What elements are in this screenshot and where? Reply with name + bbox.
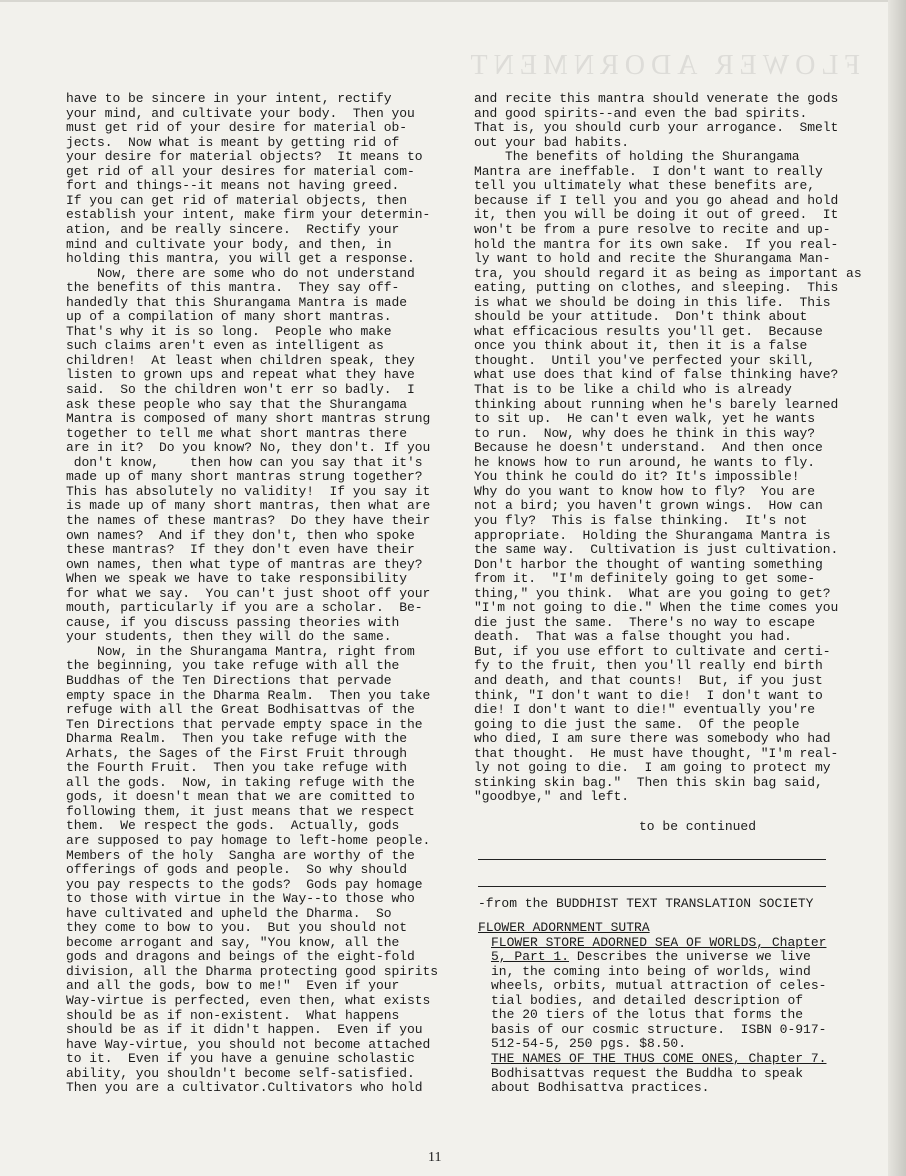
text-line: "I'm not going to die." When the time comes you [474, 600, 839, 616]
text-line: ability, you shouldn't become self-satisfied. [66, 1065, 415, 1081]
text-line: should be as if non-existent. What happens [66, 1007, 400, 1023]
text-line: must get rid of your desire for material ob- [66, 120, 408, 136]
text-line: That's why it is so long. People who make [66, 323, 392, 339]
text-line: are in it? Do you know? No, they don't. If you [66, 440, 431, 456]
text-line: and all the gods, bow to me!" Even if your [66, 978, 400, 994]
text-line: Because he doesn't understand. And then once [474, 440, 823, 456]
scan-top-edge [0, 0, 906, 2]
text-line: once you think about it, then it is a false [474, 338, 808, 354]
text-line: them. We respect the gods. Actually, gods [66, 818, 400, 834]
text-line: think, "I don't want to die! I don't want to [474, 687, 823, 703]
text-line: basis of our cosmic structure. ISBN 0-917- [491, 1021, 827, 1037]
text-line: your desire for material objects? It means to [66, 149, 423, 165]
text-line: to run. Now, why does he think in this way? [474, 425, 816, 441]
text-line: thing," you think. What are you going to get? [474, 585, 831, 601]
divider-rule-bottom [478, 886, 826, 887]
entry2-title: THE NAMES OF THE THUS COME ONES, Chapter 7. [491, 1051, 827, 1067]
text-line: 512-54-5, 250 pgs. $8.50. [491, 1036, 687, 1052]
divider-rule-top [478, 859, 826, 860]
publisher-line: -from the BUDDHIST TEXT TRANSLATION SOCIETY [478, 895, 814, 911]
text-line: because if I tell you and you go ahead and hold [474, 192, 839, 208]
text-line: Mantra are ineffable. I don't want to really [474, 163, 823, 179]
text-line: is made up of many short mantras, then what are [66, 498, 431, 514]
text-line: tra, you should regard it as being as important as [474, 265, 862, 281]
text-line: what efficacious results you'll get. Because [474, 323, 823, 339]
text-line: Way-virtue is perfected, even then, what exists [66, 993, 431, 1008]
text-line: You think he could do it? It's impossible! [474, 469, 800, 485]
right-text-column [474, 63, 869, 819]
text-line: The benefits of holding the Shurangama [474, 149, 800, 165]
text-line: about Bodhisattva practices. [491, 1080, 710, 1096]
text-line: won't be from a pure resolve to recite and up- [474, 222, 831, 238]
text-line: tell you ultimately what these benefits are, [474, 178, 816, 194]
text-line: But, if you use effort to cultivate and certi- [474, 643, 831, 659]
text-line: the 20 tiers of the lotus that forms the [491, 1007, 804, 1023]
footer-block [474, 820, 854, 1096]
left-column-text [66, 92, 462, 1096]
text-line: own names? And if they don't, then who spoke [66, 527, 415, 543]
to-be-continued: to be continued [639, 819, 757, 834]
text-line: "goodbye," and left. [474, 789, 630, 805]
text-line: from it. "I'm definitely going to get some- [474, 571, 816, 587]
text-line: stinking skin bag." Then this skin bag said, [474, 774, 823, 790]
text-line: such claims aren't even as intelligent as [66, 338, 384, 354]
text-line: Arhats, the Sages of the First Fruit through [66, 745, 408, 761]
page-number: 11 [428, 1150, 442, 1165]
text-line: the benefits of this mantra. They say off- [66, 280, 400, 296]
text-line: you pay respects to the gods? Gods pay homage [66, 876, 423, 892]
text-line: own names, then what type of mantras are they? [66, 556, 423, 572]
text-line: thought. Until you've perfected your skill, [474, 352, 816, 368]
text-line: going to die just the same. Of the people [474, 716, 800, 732]
text-line: Mantra is composed of many short mantras strung [66, 411, 431, 427]
right-column-text [474, 92, 869, 805]
text-line: what use does that kind of false thinking have? [474, 367, 839, 383]
text-line: said. So the children won't err so badly. I [66, 382, 415, 398]
text-line: appropriate. Holding the Shurangama Mantra is [474, 527, 831, 543]
text-line: gods and dragons and beings of the eight-fold [66, 949, 415, 965]
text-line: don't know, then how can you say that it's [66, 454, 423, 470]
text-line: the names of these mantras? Do they have their [66, 512, 431, 528]
text-line: Why do you want to know how to fly? You are [474, 483, 816, 499]
text-line: it, then you will be doing it out of greed. It [474, 207, 839, 223]
text-line: children! At least when children speak, they [66, 352, 415, 368]
text-line: listen to grown ups and repeat what they have [66, 367, 415, 383]
text-line: they come to bow to you. But you should not [66, 920, 408, 936]
text-line: should be your attitude. Don't think about [474, 309, 808, 325]
text-line: jects. Now what is meant by getting rid of [66, 134, 400, 150]
text-line: ly want to hold and recite the Shurangama Man- [474, 251, 831, 267]
text-line: ask these people who say that the Shurangama [66, 396, 408, 412]
text-line: offerings of gods and people. So why should [66, 862, 408, 878]
text-line: division, all the Dharma protecting good spirits [66, 963, 439, 979]
text-line: that thought. He must have thought, "I'm real- [474, 745, 839, 761]
text-line: That is to be like a child who is already [474, 382, 792, 398]
text-line: mouth, particularly if you are a scholar. Be- [66, 600, 423, 616]
text-line: mind and cultivate your body, and then, in [66, 236, 392, 252]
text-line: wheels, orbits, mutual attraction of celes- [491, 978, 827, 994]
text-line: gods, it doesn't mean that we are comitted to [66, 789, 415, 805]
text-line: have Way-virtue, you should not become attached [66, 1036, 431, 1052]
text-line: This has absolutely no validity! If you say it [66, 483, 431, 499]
text-line: empty space in the Dharma Realm. Then you take [66, 687, 431, 703]
text-line: to those with virtue in the Way--to those who [66, 891, 415, 907]
text-line: the beginning, you take refuge with all the [66, 658, 400, 674]
text-line: ly not going to die. I am going to protect my [474, 760, 831, 776]
text-line: ation, and be really sincere. Rectify your [66, 222, 400, 238]
text-line: have cultivated and upheld the Dharma. So [66, 905, 392, 921]
text-line: death. That was a false thought you had. [474, 629, 792, 645]
text-line: If you can get rid of material objects, then [66, 192, 408, 208]
text-line: refuge with all the Great Bodhisattvas of the [66, 702, 415, 718]
text-line: handedly that this Shurangama Mantra is made [66, 294, 408, 310]
text-line: That is, you should curb your arrogance. Smelt [474, 120, 839, 136]
text-line: in, the coming into being of worlds, wind [491, 963, 811, 979]
text-line: your students, then they will do the same. [66, 629, 392, 645]
text-line: eating, putting on clothes, and sleeping. This [474, 280, 839, 296]
entry2-description [491, 1067, 854, 1096]
text-line: together to tell me what short mantras there [66, 425, 408, 441]
text-line: establish your intent, make firm your determin- [66, 207, 431, 223]
text-line: to sit up. He can't even walk, yet he wants [474, 411, 816, 427]
text-line: should be as if it didn't happen. Even if you [66, 1022, 423, 1038]
text-line: tial bodies, and detailed description of [491, 992, 804, 1008]
text-line: and good spirits--and even the bad spirits. [474, 105, 808, 121]
text-line: your mind, and cultivate your body. Then you [66, 105, 415, 121]
entry1-title: FLOWER STORE ADORNED SEA OF WORLDS, Chapter [491, 934, 827, 950]
text-line: Now, there are some who do not understand [66, 265, 415, 281]
text-line: who died, I am sure there was somebody who had [474, 731, 831, 747]
entry1-description [491, 965, 854, 1052]
entry1-first-line [491, 950, 854, 965]
text-line: thinking about running when he's barely learned [474, 396, 839, 412]
text-line: fort and things--it means not having greed. [66, 178, 400, 194]
text-line: are supposed to pay homage to left-home people. [66, 832, 431, 848]
text-line: to it. Even if you have a genuine scholastic [66, 1051, 415, 1067]
text-line: cause, if you discuss passing theories with [66, 614, 400, 630]
text-line: he knows how to run around, he wants to fly. [474, 454, 816, 470]
text-line: hold the mantra for its own sake. If you real- [474, 236, 839, 252]
scan-right-edge [888, 0, 906, 1176]
text-line: die just the same. There's no way to escape [474, 614, 816, 630]
text-line: all the gods. Now, in taking refuge with the [66, 774, 415, 790]
text-line: die! I don't want to die!" eventually you're [474, 702, 816, 718]
entry1-description-start: Describes the universe we live [569, 949, 811, 965]
text-line: Then you are a cultivator.Cultivators who hold [66, 1080, 423, 1096]
text-line: get rid of all your desires for material com- [66, 163, 415, 179]
text-line: the same way. Cultivation is just cultivation. [474, 542, 839, 558]
text-line: Ten Directions that pervade empty space in the [66, 716, 423, 732]
text-line: Members of the holy Sangha are worthy of the [66, 847, 415, 863]
text-line: fy to the fruit, then you'll really end birth [474, 658, 823, 674]
text-line: Don't harbor the thought of wanting something [474, 556, 823, 572]
text-line: have to be sincere in your intent, rectify [66, 91, 392, 107]
text-line: When we speak we have to take responsibility [66, 571, 408, 587]
left-text-column [66, 63, 462, 1110]
text-line: is what we should be doing in this life. This [474, 294, 831, 310]
bleed-through-heading: FLOWER ADORNMENT [464, 50, 860, 81]
text-line: you fly? This is false thinking. It's not [474, 512, 808, 528]
entry1-title-end: 5, Part 1. [491, 949, 570, 965]
text-line: holding this mantra, you will get a response. [66, 251, 415, 267]
text-line: made up of many short mantras strung together? [66, 469, 423, 485]
text-line: following them, it just means that we respect [66, 803, 415, 819]
text-line: Now, in the Shurangama Mantra, right from [66, 643, 415, 659]
text-line: not a bird; you haven't grown wings. How can [474, 498, 823, 514]
text-line: the Fourth Fruit. Then you take refuge with [66, 760, 408, 776]
text-line: and recite this mantra should venerate the gods [474, 91, 839, 107]
text-line: these mantras? If they don't even have their [66, 542, 415, 558]
text-line: and death, and that counts! But, if you just [474, 672, 823, 688]
text-line: become arrogant and say, "You know, all the [66, 934, 400, 950]
text-line: up of a compilation of many short mantras. [66, 309, 392, 325]
text-line: Bodhisattvas request the Buddha to speak [491, 1065, 804, 1081]
text-line: Buddhas of the Ten Directions that pervade [66, 672, 392, 688]
text-line: out your bad habits. [474, 134, 630, 150]
text-line: for what we say. You can't just shoot off your [66, 585, 431, 601]
sutra-title: FLOWER ADORNMENT SUTRA [478, 920, 650, 936]
text-line: Dharma Realm. Then you take refuge with the [66, 731, 408, 747]
